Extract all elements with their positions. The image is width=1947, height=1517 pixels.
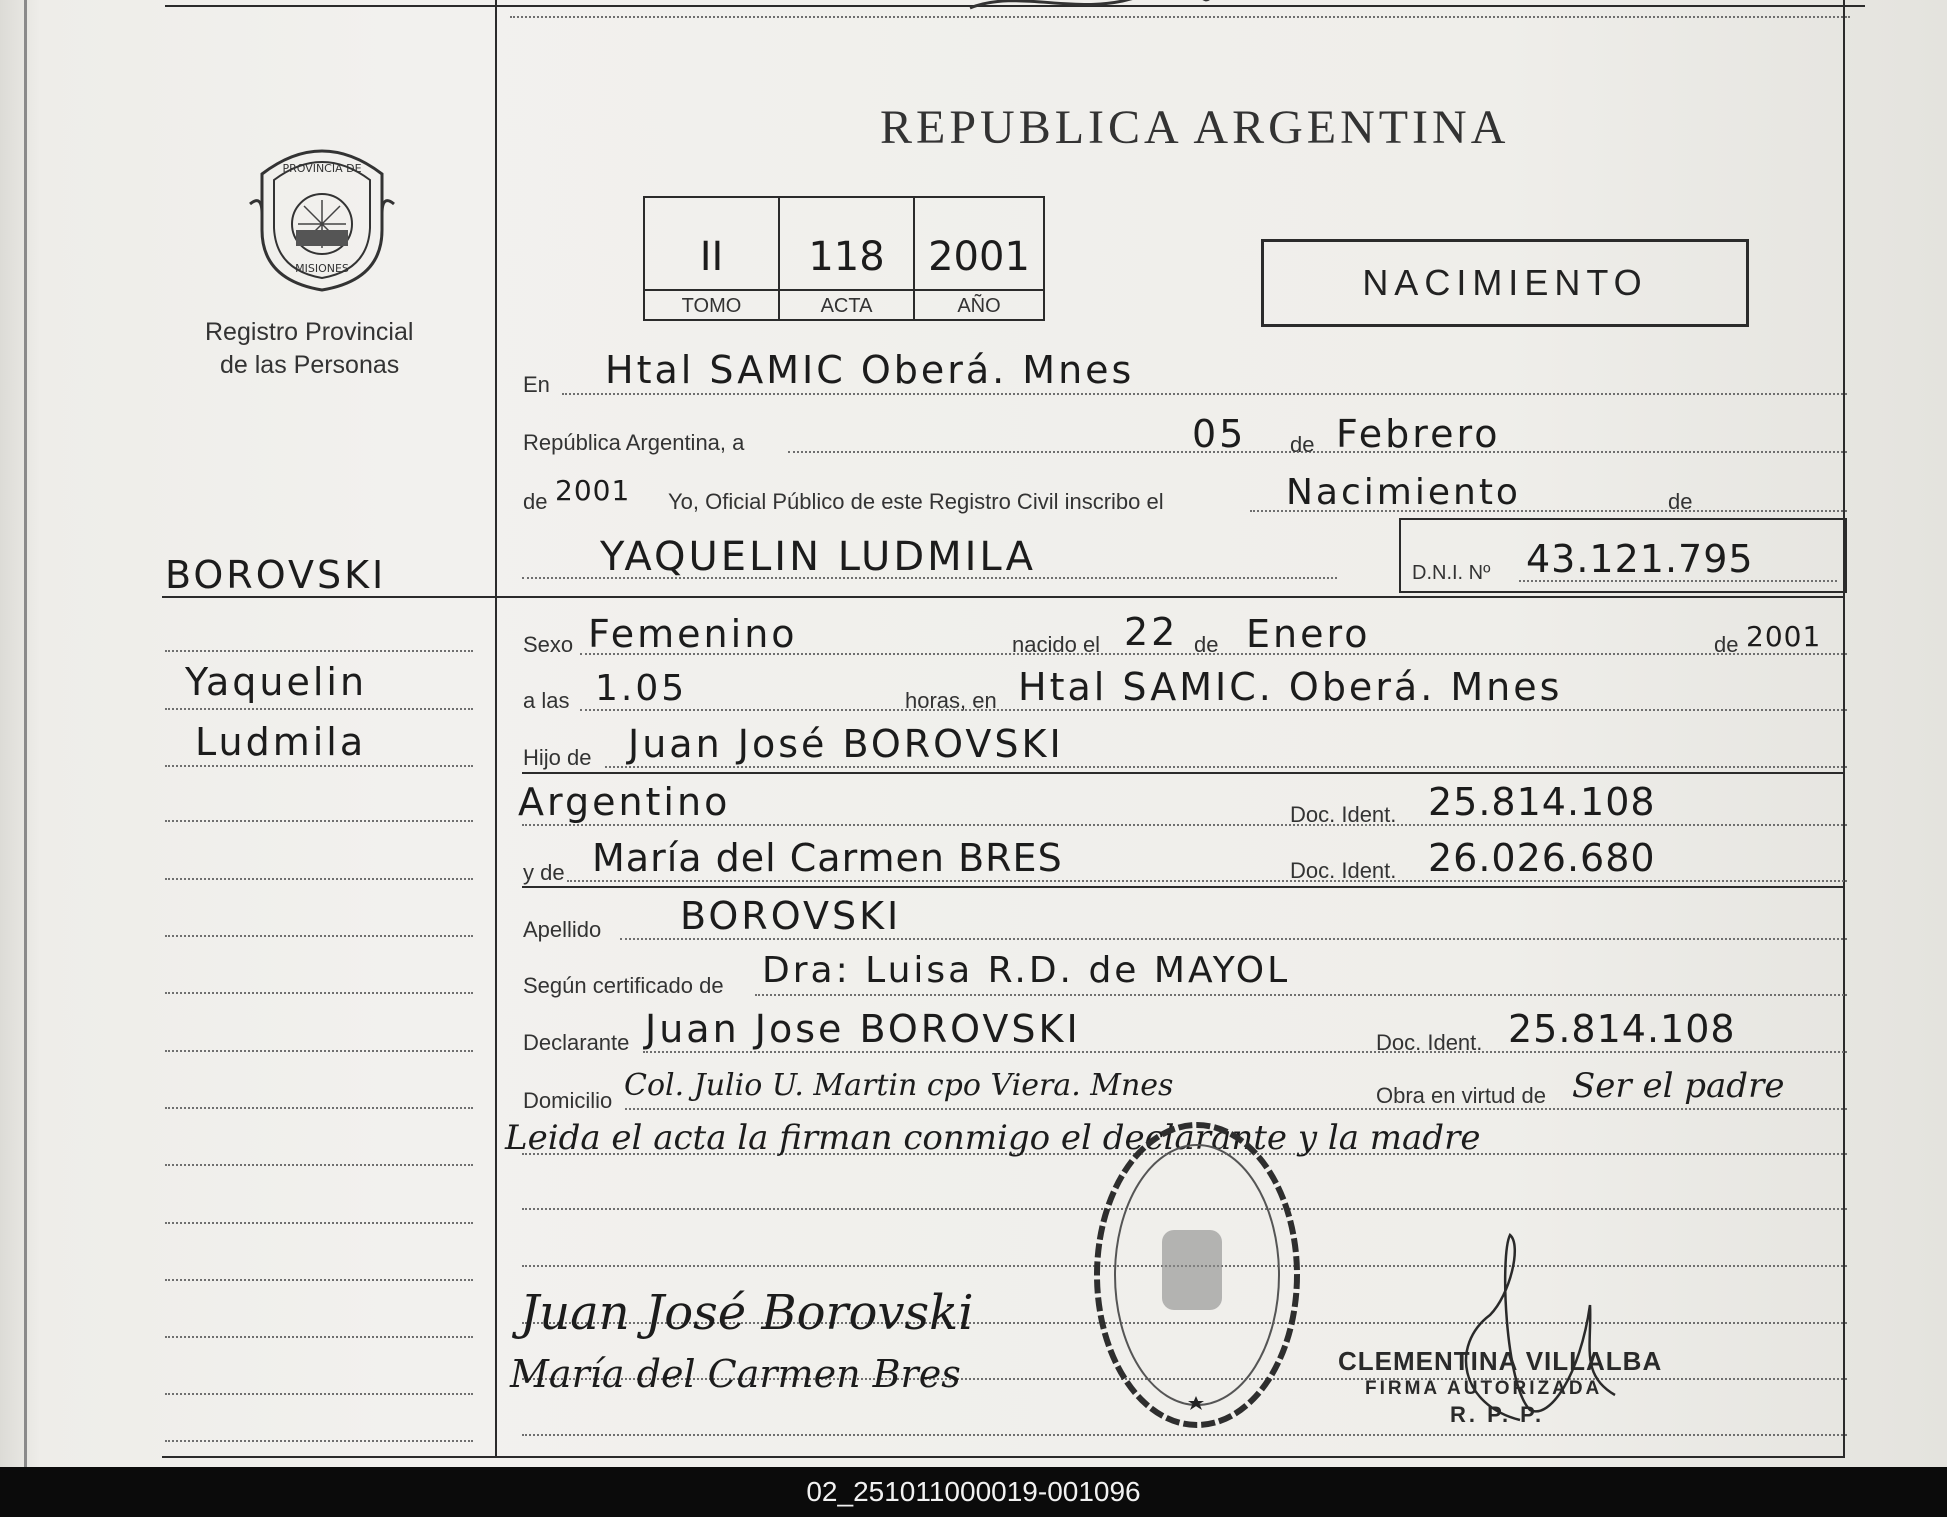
time-line [580, 709, 1847, 711]
de-label-5: de [1714, 632, 1739, 657]
form-type-box: NACIMIENTO [1261, 239, 1749, 327]
year-value: 2001 [555, 474, 631, 507]
mother-signature: María del Carmen Bres [510, 1352, 961, 1396]
margin-line [165, 878, 473, 880]
birth-year-value: 2001 [1746, 620, 1822, 653]
anio-value: 2001 [928, 234, 1030, 280]
margin-line [165, 1336, 473, 1338]
stamp-office: R. P. P. [1450, 1402, 1545, 1427]
mother-doc-value: 26.026.680 [1428, 836, 1656, 880]
domicilio-label: Domicilio [523, 1088, 613, 1113]
office-name-line1: Registro Provincial [205, 318, 414, 346]
registration-table [643, 196, 1045, 321]
declarante-value: Juan Jose BOROVSKI [645, 1007, 1081, 1051]
en-value: Htal SAMIC Oberá. Mnes [605, 348, 1135, 392]
obra-value: Ser el padre [1572, 1066, 1785, 1106]
de-label-2: de [523, 489, 548, 514]
office-name-line2: de las Personas [220, 351, 400, 379]
margin-line [165, 1164, 473, 1166]
nacido-label: nacido el [1012, 632, 1101, 657]
sexo-value: Femenino [588, 612, 798, 656]
tomo-value: II [699, 234, 724, 280]
dni-label: D.N.I. Nº [1412, 562, 1491, 584]
margin-line [165, 1393, 473, 1395]
reading-note: Leida el acta la firman conmigo el declarante y la madre [505, 1118, 1481, 1158]
birth-place-value: Htal SAMIC. Oberá. Mnes [1018, 665, 1563, 709]
dni-value: 43.121.795 [1526, 537, 1754, 581]
margin-line [165, 820, 473, 822]
apellido-value: BOROVSKI [680, 894, 902, 938]
en-line [562, 393, 1847, 395]
svg-text:PROVINCIA DE: PROVINCIA DE [282, 162, 362, 175]
segun-label: Según certificado de [523, 973, 724, 998]
domicilio-value: Col. Julio U. Martin cpo Viera. Mnes [624, 1068, 1174, 1103]
apellido-label: Apellido [523, 917, 602, 942]
margin-line [165, 650, 473, 652]
province-seal-emblem [248, 134, 396, 299]
margin-line [165, 1222, 473, 1224]
margin-line [165, 992, 473, 994]
image-id-footer: 02_251011000019-001096 [0, 1467, 1947, 1517]
margin-surname: BOROVSKI [165, 553, 387, 597]
doc-ident-label-mother: Doc. Ident. [1290, 858, 1397, 883]
yo-label: Yo, Oficial Público de este Registro Civil inscribo el [668, 489, 1164, 514]
mother-underline [522, 886, 1845, 888]
page-edge [24, 0, 27, 1467]
page-title: REPUBLICA ARGENTINA [880, 101, 1510, 154]
declarante-label: Declarante [523, 1030, 630, 1055]
mother-name-value: María del Carmen BRES [592, 836, 1063, 880]
margin-line [165, 1050, 473, 1052]
de-label-3: de [1668, 489, 1693, 514]
declarante-doc-value: 25.814.108 [1508, 1007, 1736, 1051]
day-value: 05 [1192, 412, 1247, 456]
margin-line [165, 1440, 473, 1442]
margin-line [165, 935, 473, 937]
alas-label: a las [523, 688, 570, 713]
horas-label: horas, en [905, 688, 997, 713]
doc-ident-label-father: Doc. Ident. [1290, 802, 1397, 827]
apellido-line [620, 938, 1847, 940]
right-border [1843, 0, 1845, 1458]
bottom-border [162, 1456, 1845, 1458]
father-nationality-value: Argentino [518, 780, 731, 824]
birth-time-value: 1.05 [595, 668, 688, 709]
dni-box [1399, 518, 1847, 593]
child-name: YAQUELIN LUDMILA [600, 534, 1036, 580]
father-line [605, 766, 1847, 768]
de-label-4: de [1194, 632, 1219, 657]
declarante-line [643, 1051, 1847, 1053]
acta-label: ACTA [780, 289, 913, 321]
anio-label: AÑO [915, 289, 1043, 321]
column-divider [495, 0, 497, 1458]
date-line [788, 451, 1847, 453]
margin-given-name-2: Ludmila [195, 720, 367, 764]
father-doc-value: 25.814.108 [1428, 780, 1656, 824]
stamp-name: CLEMENTINA VILLALBA [1338, 1346, 1663, 1376]
tomo-cell [645, 198, 780, 319]
stamp-title: FIRMA AUTORIZADA [1365, 1378, 1603, 1399]
section-divider [162, 596, 1845, 598]
certifier-line [755, 994, 1847, 996]
anio-cell [915, 198, 1043, 319]
father-signature: Juan José Borovski [520, 1285, 974, 1341]
margin-line [165, 765, 473, 767]
certifier-value: Dra: Luisa R.D. de MAYOL [762, 950, 1291, 991]
margin-line [165, 1107, 473, 1109]
act-type-value: Nacimiento [1286, 472, 1521, 513]
acta-value: 118 [808, 234, 885, 280]
doc-ident-label-declarante: Doc. Ident. [1376, 1030, 1483, 1055]
de-label-1: de [1290, 432, 1315, 457]
yde-label: y de [523, 860, 565, 885]
tomo-label: TOMO [645, 289, 778, 321]
official-round-seal [1082, 1090, 1322, 1455]
mother-line [567, 880, 1847, 882]
margin-given-name-1: Yaquelin [185, 660, 368, 704]
birth-month-value: Enero [1246, 612, 1371, 656]
father-underline [522, 772, 1845, 774]
margin-line [165, 1279, 473, 1281]
sexo-label: Sexo [523, 632, 574, 657]
father-name-value: Juan José BOROVSKI [628, 722, 1064, 766]
acta-cell [780, 198, 915, 319]
top-signature-fragment [960, 0, 1220, 33]
margin-line [165, 708, 473, 710]
republica-label: República Argentina, a [523, 430, 745, 455]
obra-label: Obra en virtud de [1376, 1083, 1546, 1108]
en-label: En [523, 372, 550, 397]
hijo-label: Hijo de [523, 745, 592, 770]
birth-day-value: 22 [1124, 610, 1179, 654]
nationality-line [522, 824, 1847, 826]
month-value: Febrero [1336, 412, 1501, 456]
svg-text:MISIONES: MISIONES [295, 262, 349, 275]
